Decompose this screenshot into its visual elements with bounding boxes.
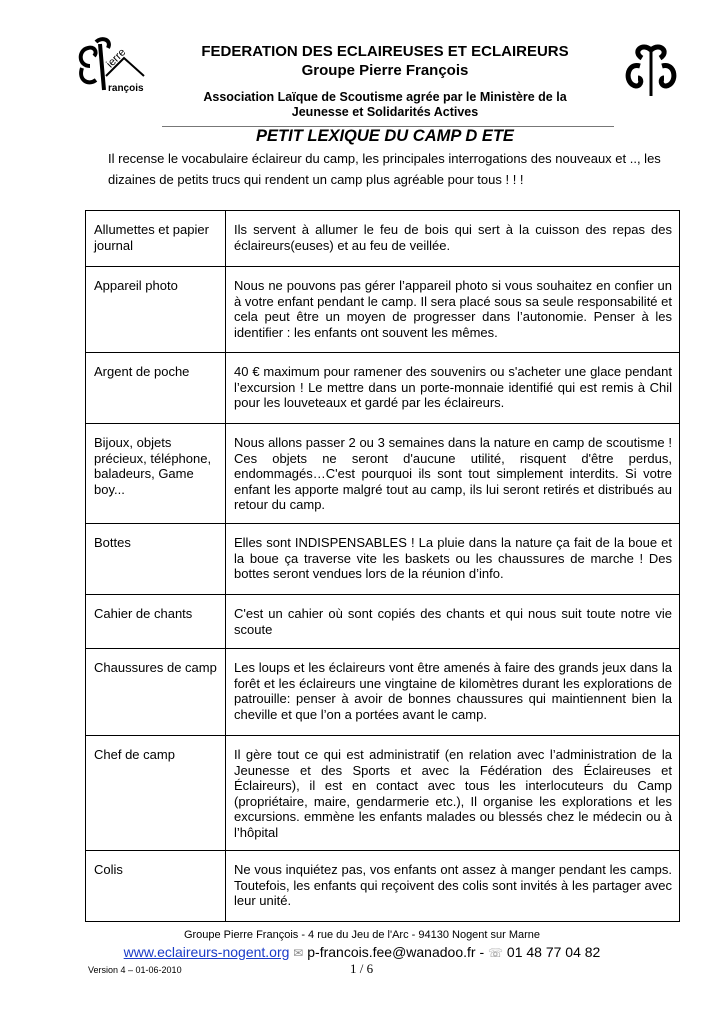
footer-contact [0,944,724,960]
svg-text:ierre: ierre [104,46,129,71]
table-row [86,353,680,424]
term-cell: Bijoux, objets précieux, téléphone, baladeurs, Game boy... [86,424,226,524]
definition-cell: Il gère tout ce qui est administratif (en relation avec l’administration de la Jeunesse et des Sports et avec la Fédération des Éclaireuses et Éclaireurs), il est en contact avec tous les interlocuteurs du Camp (propriétaire, maire, gendarmerie etc.), Il organise les explorations et les excursions. emmène les enfants malades ou blessés chez le médecin ou à l’hôpital [226,736,680,851]
definition-cell: Ils servent à allumer le feu de bois qui sert à la cuisson des repas des éclaireurs(euses) et au feu de veillée. [226,211,680,267]
definition-cell: C'est un cahier où sont copiés des chants et qui nous suit toute notre vie scoute [226,595,680,649]
federation-name: FEDERATION DES ECLAIREUSES ET ECLAIREURS [201,43,569,60]
term-cell: Bottes [86,524,226,595]
website-link[interactable]: www.eclaireurs-nogent.org [123,944,290,960]
definition-cell: Ne vous inquiétez pas, vos enfants ont assez à manger pendant les camps. Toutefois, les enfants qui reçoivent des colis sont invités à les partager avec leur unité. [226,851,680,922]
term-cell: Chaussures de camp [86,649,226,736]
term-cell: Cahier de chants [86,595,226,649]
table-row [86,649,680,736]
version-label: Version 4 – 01-06-2010 [88,965,182,975]
header-titles [160,42,610,80]
term-cell: Appareil photo [86,267,226,353]
association-line-2: Jeunesse et Solidarités Actives [291,105,479,119]
definition-cell: Elles sont INDISPENSABLES ! La pluie dans la nature ça fait de la boue et la boue ça traverse vite les baskets ou les chaussures de marche ! Des bottes seront vendues lors de la réunion d’info. [226,524,680,595]
term-cell: Allumettes et papier journal [86,211,226,267]
page-number: 1 / 6 [350,961,374,976]
lexicon-table [85,210,680,922]
term-cell: Chef de camp [86,736,226,851]
email-address: p-francois.fee@wanadoo.fr - [307,944,485,960]
email-icon: ✉ [293,946,304,960]
association-line-1: Association Laïque de Scoutisme agrée par le Ministère de la [203,90,567,104]
term-cell: Colis [86,851,226,922]
table-row [86,595,680,649]
footer-address: Groupe Pierre François - 4 rue du Jeu de l'Arc - 94130 Nogent sur Marne [183,929,541,941]
phone-number: 01 48 77 04 82 [506,944,601,960]
trefoil-logo [622,44,680,100]
pierre-francois-logo [76,36,154,96]
phone-icon: ☏ [488,946,504,960]
definition-cell: 40 € maximum pour ramener des souvenirs ou s'acheter une glace pendant l’excursion ! Le mettre dans un porte-monnaie identifié qui est remis à Chil pour les louveteaux et gardé par les éclaireurs. [226,353,680,424]
association-text [160,90,610,120]
group-name: Groupe Pierre François [301,62,469,79]
table-row [86,524,680,595]
term-cell: Argent de poche [86,353,226,424]
table-row [86,211,680,267]
intro-paragraph: Il recense le vocabulaire éclaireur du camp, les principales interrogations des nouveaux et .., les dizaines de petits trucs qui rendent un camp plus agréable pour tous ! ! ! [108,151,661,187]
table-row [86,736,680,851]
svg-text:rançois: rançois [108,83,144,94]
table-row [86,424,680,524]
definition-cell: Nous ne pouvons pas gérer l’appareil photo si vous souhaitez en confier un à votre enfant pendant le camp. Il sera placé sous sa seule responsabilité et cela peut être un moyen de progresser dans l’autonomie. Penser à les identifier : les enfants ont souvent les mêmes. [226,267,680,353]
definition-cell: Nous allons passer 2 ou 3 semaines dans la nature en camp de scoutisme ! Ces objets ne seront d'aucune utilité, risquent d'être perdus, endommagés…C'est pourquoi ils sont tout simplement interdits. Si votre enfant les apporte malgré tout au camp, ils lui seront retirés et distribués au retour du camp. [226,424,680,524]
table-row [86,267,680,353]
table-row [86,851,680,922]
definition-cell: Les loups et les éclaireurs vont être amenés à faire des grands jeux dans la forêt et les éclaireurs une vingtaine de kilomètres durant les explorations de patrouille: penser à avoir de bonnes chaussures qui maintiennent bien la cheville et que l’on a portées avant le camp. [226,649,680,736]
page-title: PETIT LEXIQUE DU CAMP D ETE [256,127,514,145]
